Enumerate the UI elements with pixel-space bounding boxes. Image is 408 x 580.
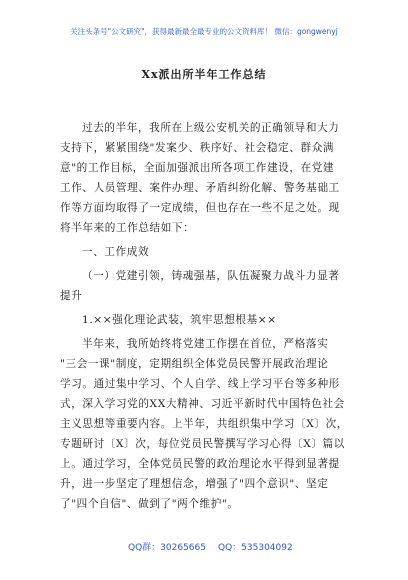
body-line: 作等方面均取得了一定成绩，但也存在一些不足之处。现 — [60, 202, 340, 214]
body-line: 将半年来的工作总结如下： — [60, 222, 195, 234]
body-line: 了"四个自信"、做到了"两个维护"。 — [60, 498, 239, 510]
section-heading: 一、工作成效 — [82, 246, 150, 258]
document-title: Xx派出所半年工作总结 — [141, 68, 267, 81]
body-line: 工作、人员管理、案件办理、矛盾纠纷化解、警务基础工 — [60, 182, 340, 194]
subsection-heading: （一）党建引领，铸魂强基，队伍凝聚力战斗力显著 — [82, 270, 340, 282]
point-heading: 1.××强化理论武装，筑牢思想根基×× — [82, 314, 277, 326]
body-line: 意"的工作目标，全面加强派出所各项工作建设，在党建 — [60, 162, 335, 174]
body-line: 上。通过学习，全体党员民警的政治理论水平得到显著提 — [60, 458, 340, 470]
header-note: 关注头条号"公文研究"，获得最新最全最专业的公文资料库！ 微信：gongwenyj — [70, 27, 338, 36]
body-line: 主义思想等重要内容。上半年，共组织集中学习〔X〕次， — [60, 418, 348, 430]
footer-qq-contact: QQ：535304092 — [218, 543, 293, 553]
body-line: 学习。通过集中学习、个人自学、线上学习平台等多种形 — [60, 378, 340, 390]
body-line: 半年来，我所始终将党建工作摆在首位，严格落实 — [82, 338, 329, 350]
footer-qq-group: QQ群：30265665 — [128, 543, 206, 553]
subsection-heading-cont: 提升 — [60, 290, 83, 302]
body-line: "三会一课"制度，定期组织全体党员民警开展政治理论 — [60, 358, 329, 370]
body-line: 过去的半年，我所在上级公安机关的正确领导和大力 — [82, 122, 340, 134]
body-line: 升，进一步坚定了理想信念，增强了"四个意识"、坚定 — [60, 478, 329, 490]
body-line: 式，深入学习党的XX大精神、习近平新时代中国特色社会 — [60, 398, 345, 410]
body-line: 支持下，紧紧围绕"发案少、秩序好、社会稳定、群众满 — [60, 142, 335, 154]
body-line: 专题研讨〔X〕次，每位党员民警撰写学习心得〔X〕篇以 — [60, 438, 345, 450]
